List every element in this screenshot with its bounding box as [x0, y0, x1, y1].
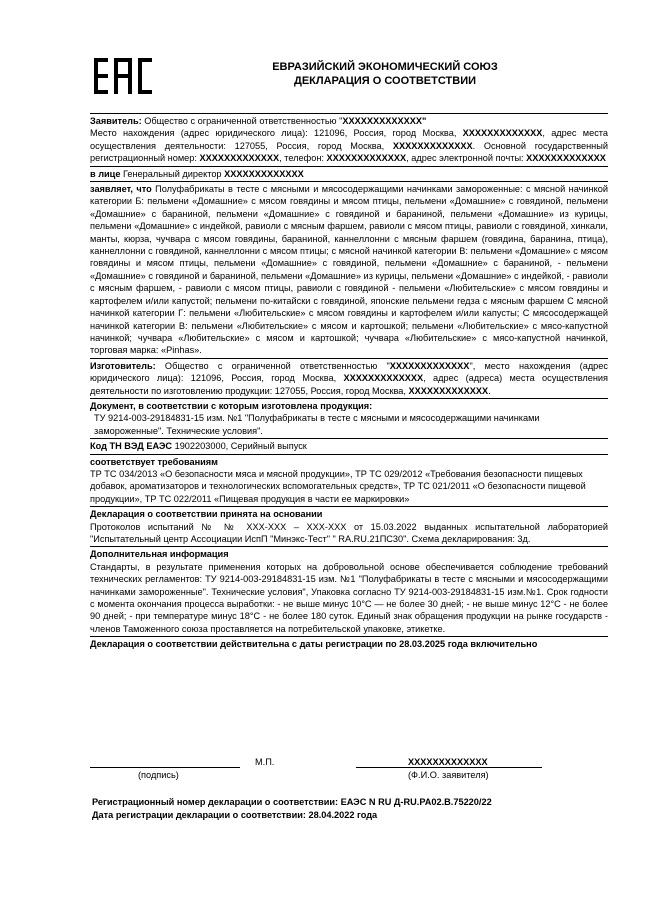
validity-text: Декларация о соответствии действительна с даты регистрации по 28.03.2025 года включительно	[90, 639, 538, 650]
requirements-label: соответствует требованиям	[90, 456, 218, 467]
applicant-name: XXXXXXXXXXXXX	[342, 116, 423, 126]
eac-logo	[92, 56, 154, 96]
document-header	[230, 60, 540, 88]
additional-text: Стандарты, в результате применения которых на добровольной основе обеспечивается соблюдение требований технических регламентов: ТУ 9214-003-29184831-15 изм. №1 "Полуфабрикаты в тесте с мясными и мясосодержащими начинками замороженные". Технические условия", Упаковка согласно ТУ 9214-003-29184831-15 изм.№1. Срок годности с момента окончания процесса выработки: - не выше минус 10°С — не более 30 дней; - не выше минус 12°С - не более 90 дней; - при температуре минус 18°С - не более 180 суток. Единый знак обращения продукции на рынке государств - членов Таможенного союза проставляется на потребительской упаковке, этикетке.	[90, 561, 608, 634]
person-section: в лице Генеральный директор XXXXXXXXXXXXX	[90, 167, 608, 182]
additional-label: Дополнительная информация	[90, 549, 229, 560]
signature-line	[90, 767, 240, 768]
manufacturer-name: XXXXXXXXXXXXX	[389, 360, 470, 371]
applicant-label: Заявитель:	[90, 116, 142, 126]
document-label: Документ, в соответствии с которым изготовлена продукция:	[90, 400, 373, 411]
person-label: в лице	[90, 168, 121, 179]
manufacturer-section: Изготовитель: Общество с ограниченной ответственностью "XXXXXXXXXXXXX", место нахождения (адрес юридического лица): 121096, Россия, город Москва, XXXXXXXXXXXXX, адрес (адреса) места осуществления деятельности по изготовлению продукции: 127055, Россия, город Москва, XXXXXXXXXXXXX.	[90, 359, 608, 399]
document-text: ТУ 9214-003-29184831-15 изм. №1 "Полуфабрикаты в тесте с мясными и мясосодержащими начинками замороженные". Технические условия".	[94, 413, 540, 436]
declaration-title: ДЕКЛАРАЦИЯ О СООТВЕТСТВИИ	[293, 75, 477, 87]
product-description: Полуфабрикаты в тесте с мясными и мясосодержащими начинками замороженные: с мясной начинкой категории Б: пельмени «Домашние» с мясом говядины и мясом птицы, пельмени «Домашние» с говядиной, пельмени «Домашние» с бараниной, пельмени «Домашние» с говядиной и бараниной, пельмени «Домашние» из курицы, пельмени «Домашние» с индейкой, равиоли с мясным фаршем, равиоли с мясом птицы, равиоли с говядиной, хинкали, манты, кюрза, чучвара с мясом говядины, бараниной, каннеллонни с мясным фаршем (говядина, баранина, птица), каннеллонни с говядиной, каннеллонни с мясом птицы; с мясной начинкой категории В: пельмени «Домашние» с мясом говядины и мясом птицы, пельмени «Домашние» с говядиной, пельмени «Домашние» с бараниной, - пельмени «Домашние» с говядиной и бараниной, пельмени «Домашние» из курицы, пельмени «Домашние» с индейкой, - равиоли с мясным фаршем, - равиоли с мясом птицы, равиоли с говядиной - пельмени «Любительские» с мясом говядины и картофелем и/или капустой; пельмени по-китайски с говядиной, японские пельмени гедза с мясным фаршем С мясной начинкой категории Г: пельмени «Любительские» с мясом говядины и картофелем и/или капусты; С мясосодержащей начинкой категории В: пельмени «Любительские» с мясом и картошкой; пельмени «Любительские» с мясо-капустной начинкой; чучвара «Любительские» с мясом и картошкой; чучвара «Любительские» с мясо-капустной начинкой, торговая марка: «Pinhas».	[90, 184, 608, 356]
applicant-section: Заявитель: Общество с ограниченной ответственностью "XXXXXXXXXXXXX" Место нахождения (адрес юридического лица): 121096, Россия, город Москва, XXXXXXXXXXXXX, адрес места осуществления деятельности: 127055, Россия, город Москва, XXXXXXXXXXXXX. Основной государственный регистрационный номер: XXXXXXXXXXXXX, телефон: XXXXXXXXXXXXX, адрес электронной почты: XXXXXXXXXXXXX	[90, 113, 608, 167]
signature-caption: (подпись)	[138, 770, 179, 780]
tnved-section	[90, 439, 608, 454]
tnved-label: Код ТН ВЭД ЕАЭС	[90, 441, 173, 452]
declaration-body	[90, 113, 608, 651]
name-caption: (Ф.И.О. заявителя)	[408, 770, 489, 780]
name-line	[356, 767, 542, 768]
declares-section	[90, 182, 608, 359]
requirements-text: ТР ТС 034/2013 «О безопасности мяса и мясной продукции», ТР ТС 029/2012 «Требования безопасности пищевых добавок, ароматизаторов и технологических вспомогательных средств», ТР ТС 021/2011 «О безопасности пищевой продукции», ТР ТС 022/2011 «Пищевая продукция в части ее маркировки»	[90, 468, 586, 504]
validity-section	[90, 637, 608, 650]
basis-section	[90, 507, 608, 547]
manufacturer-label: Изготовитель:	[90, 360, 156, 371]
union-title: ЕВРАЗИЙСКИЙ ЭКОНОМИЧЕСКИЙ СОЮЗ	[272, 61, 498, 73]
registration-number: Регистрационный номер декларации о соответствии: ЕАЭС N RU Д-RU.PA02.B.75220/22	[92, 797, 492, 807]
document-section	[90, 399, 608, 439]
declares-label: заявляет, что	[90, 184, 152, 195]
stamp-place: М.П.	[255, 757, 275, 767]
tnved-code: 1902203000, Серийный выпуск	[172, 441, 307, 452]
signatory-name: XXXXXXXXXXXXX	[408, 757, 488, 767]
basis-text: Протоколов испытаний № № XXX-XXX – XXX-XXX от 15.03.2022 выданных испытательной лабораторией "Испытательный центр Ассоциации ИспП "Минэкс-Тест" " RA.RU.21ПС30". Схема декларирования: 3д.	[90, 521, 608, 544]
basis-label: Декларация о соответствии принята на основании	[90, 509, 323, 520]
registration-footer	[92, 796, 612, 822]
person-name: XXXXXXXXXXXXX	[224, 168, 304, 179]
requirements-section	[90, 455, 608, 508]
additional-section	[90, 547, 608, 637]
registration-date: Дата регистрации декларации о соответствии: 28.04.2022 года	[92, 810, 378, 820]
